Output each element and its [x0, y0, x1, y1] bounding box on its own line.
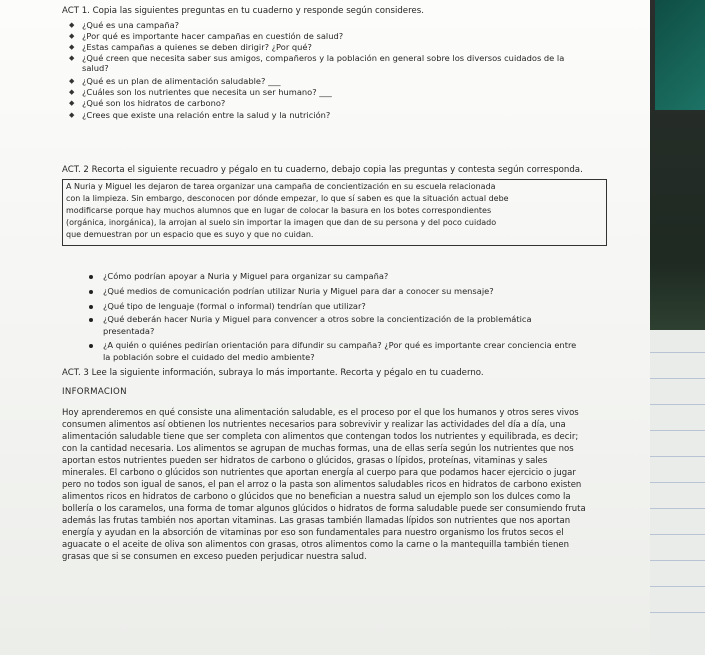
diamond-bullet-icon: ◆: [69, 43, 75, 51]
act2-question: ¿Qué medios de comunicación podrían utilizar Nuria y Miguel para dar a conocer su mensaje?: [103, 286, 494, 296]
act1-question: ¿Crees que existe una relación entre la salud y la nutrición?: [82, 110, 331, 120]
act1-question-continued: salud?: [82, 63, 109, 73]
act3-title: ACT. 3 Lee la siguiente información, subraya lo más importante. Recorta y pégalo en tu cuaderno.: [62, 368, 484, 378]
notebook-rule: [650, 352, 705, 353]
act1-question: ¿Qué es un plan de alimentación saludable? ___: [82, 76, 281, 86]
act1-title: ACT 1. Copia las siguientes preguntas en tu cuaderno y responde según consideres.: [62, 6, 424, 16]
info-line: alimentos ricos en hidratos de carbono o glúcidos que no benefician a nuestra salud un ejemplo son los dulces como la: [62, 492, 571, 502]
diamond-bullet-icon: ◆: [69, 77, 75, 85]
act2-question: ¿Qué deberán hacer Nuria y Miguel para convencer a otros sobre la concientización de la problemática: [103, 314, 532, 324]
act1-question: ¿Por qué es importante hacer campañas en cuestión de salud?: [82, 31, 344, 41]
diamond-bullet-icon: ◆: [69, 111, 75, 119]
notebook-rule: [650, 378, 705, 379]
act2-story-line: con la limpieza. Sin embargo, desconocen por dónde empezar, lo que sí saben es que la situación actual debe: [66, 194, 509, 203]
act2-title: ACT. 2 Recorta el siguiente recuadro y pégalo en tu cuaderno, debajo copia las preguntas y contesta según corresponda.: [62, 165, 583, 175]
notebook-rule: [650, 430, 705, 431]
bullet-dot-icon: [89, 318, 93, 322]
bullet-dot-icon: [89, 275, 93, 279]
diamond-bullet-icon: ◆: [69, 88, 75, 96]
notebook-rule: [650, 508, 705, 509]
info-line: consumen alimentos así obtienen los nutrientes necesarios para sobrevivir y realizar las actividades del día a día, una: [62, 420, 566, 430]
act1-question: ¿Qué es una campaña?: [82, 20, 180, 30]
information-heading: INFORMACION: [62, 387, 127, 397]
info-line: Hoy aprenderemos en qué consiste una alimentación saludable, es el proceso por el que los humanos y otros seres vivos: [62, 408, 579, 418]
info-line: además las frutas también nos aportan vitaminas. Las grasas también llamadas lípidos son nutrientes que nos aportan: [62, 516, 571, 526]
info-line: minerales. El carbono o glúcidos son nutrientes que aportan energía al cuerpo para que podamos hacer ejercicio o jugar: [62, 468, 576, 478]
info-line: aguacate o el aceite de oliva son alimentos con grasas, otros alimentos como la carne o la mantequilla también tienen: [62, 540, 569, 550]
notebook-rule: [650, 404, 705, 405]
bullet-dot-icon: [89, 344, 93, 348]
info-line: energía y ayudan en la absorción de vitaminas por eso son fundamentales para nuestro organismo los frutos secos el: [62, 528, 564, 538]
bullet-dot-icon: [89, 290, 93, 294]
act1-question: ¿Estas campañas a quienes se deben dirigir? ¿Por qué?: [82, 42, 312, 52]
info-line: aportan estos nutrientes pueden ser hidratos de carbono o glúcidos, grasas o lípidos, proteínas, vitaminas y sales: [62, 456, 548, 466]
act1-question: ¿Cuáles son los nutrientes que necesita un ser humano? ___: [82, 87, 332, 97]
act2-question-continued: la población sobre el cuidado del medio ambiente?: [103, 352, 315, 362]
act2-story-line: (orgánica, inorgánica), la arrojan al suelo sin importar la imagen que dan de su persona y del poco cuidado: [66, 218, 497, 227]
notebook-rule: [650, 560, 705, 561]
info-line: alimentación saludable tiene que ser completa con alimentos que contengan todos los nutrientes y equilibrada, es decir;: [62, 432, 579, 442]
act1-question: ¿Qué son los hidratos de carbono?: [82, 98, 226, 108]
bullet-dot-icon: [89, 305, 93, 309]
diamond-bullet-icon: ◆: [69, 32, 75, 40]
notebook-rule: [650, 456, 705, 457]
info-line: con la cantidad necesaria. Los alimentos se agrupan de muchas formas, una de ellas sería según los nutrientes que nos: [62, 444, 574, 454]
act2-story-line: que demuestran por un espacio que es suyo y que no cuidan.: [66, 230, 314, 239]
act1-question: ¿Qué creen que necesita saber sus amigos, compañeros y la población en general sobre los diversos cuidados de la: [82, 53, 565, 63]
act2-question: ¿Qué tipo de lenguaje (formal o informal) tendrían que utilizar?: [103, 301, 366, 311]
info-line: bollería o los caramelos, una forma de tomar algunos glúcidos o hidratos de forma saludable puede ser consumiendo fruta: [62, 504, 586, 514]
act2-story-line: modificarse porque hay muchos alumnos que en lugar de colocar la basura en los botes correspondientes: [66, 206, 492, 215]
diamond-bullet-icon: ◆: [69, 99, 75, 107]
diamond-bullet-icon: ◆: [69, 21, 75, 29]
info-line: grasas que si se consumen en exceso pueden perjudicar nuestra salud.: [62, 552, 367, 562]
info-line: pero no todos son igual de sanos, el pan el arroz o la pasta son alimentos saludables ricos en hidratos de carbono existen: [62, 480, 582, 490]
act2-story-line: A Nuria y Miguel les dejaron de tarea organizar una campaña de concientización en su escuela relacionada: [66, 182, 496, 191]
notebook-rule: [650, 482, 705, 483]
act2-question: ¿Cómo podrían apoyar a Nuria y Miguel para organizar su campaña?: [103, 271, 389, 281]
background-teal-object: [655, 0, 705, 110]
notebook-rule: [650, 612, 705, 613]
notebook-rule: [650, 534, 705, 535]
diamond-bullet-icon: ◆: [69, 54, 75, 62]
notebook-rule: [650, 586, 705, 587]
act2-question-continued: presentada?: [103, 326, 155, 336]
act2-question: ¿A quién o quiénes pedirían orientación para difundir su campaña? ¿Por qué es importante crear conciencia entre: [103, 340, 577, 350]
